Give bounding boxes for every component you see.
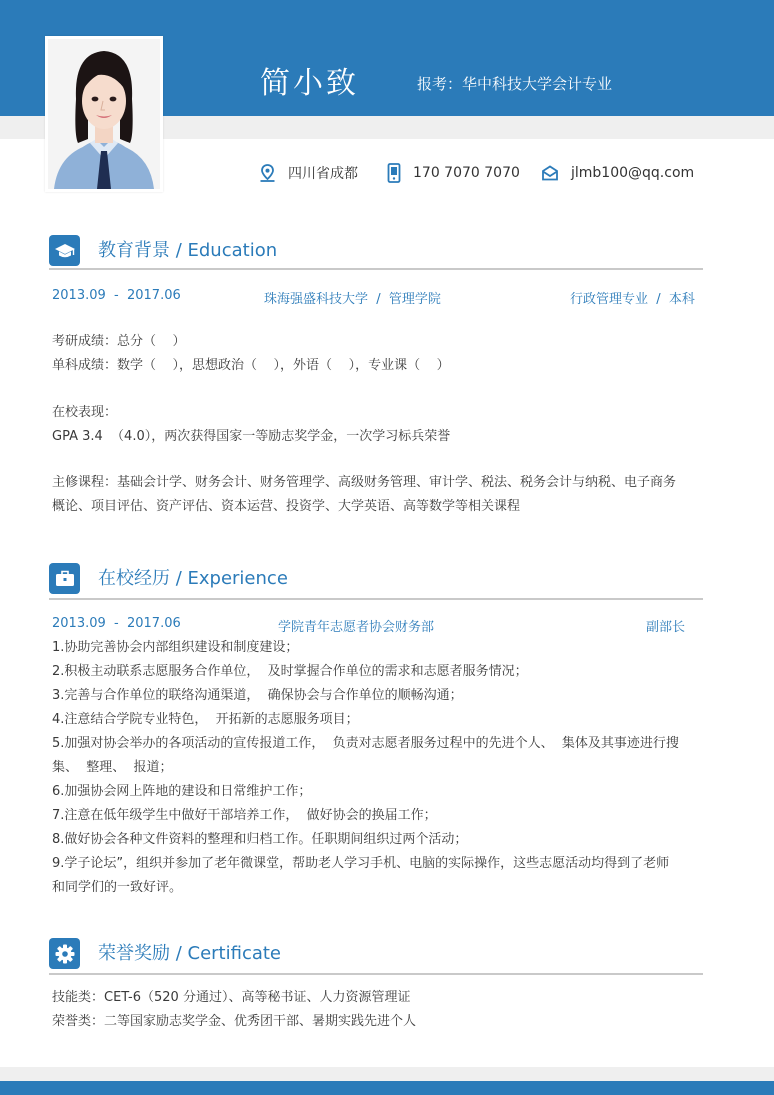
contact-phone bbox=[387, 162, 520, 184]
graduation-cap-icon bbox=[54, 242, 76, 260]
email-icon bbox=[541, 165, 559, 181]
courses-line-1: 主修课程：基础会计学、财务会计、财务管理学、高级财务管理、审计学、税法、税务会计与纳税、电子商务 bbox=[52, 475, 677, 490]
application-target: 报考：华中科技大学会计专业 bbox=[417, 75, 613, 93]
phone-icon bbox=[387, 163, 401, 183]
experience-line: 和同学们的一致好评。 bbox=[52, 880, 183, 895]
experience-section-icon bbox=[49, 563, 80, 594]
experience-period: 2013.09 - 2017.06 bbox=[52, 616, 181, 631]
location-pin-icon bbox=[259, 164, 276, 182]
experience-line: 2.积极主动联系志愿服务合作单位， 及时掌握合作单位的需求和志愿者服务情况； bbox=[52, 664, 528, 679]
courses-line-2: 概论、项目评估、资产评估、资本运营、投资学、大学英语、高等数学等相关课程 bbox=[52, 499, 521, 514]
education-section-icon bbox=[49, 235, 80, 266]
experience-line: 8.做好协会各种文件资料的整理和归档工作。任职期间组织过两个活动； bbox=[52, 832, 468, 847]
gear-icon bbox=[55, 944, 75, 964]
experience-line: 4.注意结合学院专业特色， 开拓新的志愿服务项目； bbox=[52, 712, 359, 727]
experience-organization: 学院青年志愿者协会财务部 bbox=[278, 620, 435, 635]
contact-location bbox=[259, 162, 358, 184]
experience-line: 3.完善与合作单位的联络沟通渠道， 确保协会与合作单位的顺畅沟通； bbox=[52, 688, 463, 703]
score-items: 单科成绩：数学（ ），思想政治（ ），外语（ ），专业课（ ） bbox=[52, 358, 450, 373]
performance-text: GPA 3.4 （4.0），两次获得国家一等励志奖学金，一次学习标兵荣誉 bbox=[52, 429, 451, 444]
footer-band bbox=[0, 1081, 774, 1095]
contact-email bbox=[541, 162, 694, 184]
experience-role: 副部长 bbox=[646, 620, 686, 635]
experience-section-title: 在校经历 / Experience bbox=[98, 568, 288, 589]
location-text: 四川省成都 bbox=[288, 166, 358, 182]
briefcase-icon bbox=[55, 570, 75, 587]
score-total: 考研成绩：总分（ ） bbox=[52, 334, 186, 349]
education-period: 2013.09 - 2017.06 bbox=[52, 288, 181, 303]
experience-divider bbox=[49, 598, 703, 600]
profile-photo bbox=[45, 36, 163, 192]
education-section-title: 教育背景 / Education bbox=[98, 240, 278, 261]
experience-line: 6.加强协会网上阵地的建设和日常维护工作； bbox=[52, 784, 312, 799]
experience-line: 9.学子论坛”，组织并参加了老年微课堂，帮助老人学习手机、电脑的实际操作，这些志愿活动均得到了老师 bbox=[52, 856, 670, 871]
portrait-image bbox=[48, 39, 160, 189]
footer-shadow-band bbox=[0, 1067, 774, 1081]
honors-awards: 荣誉类：二等国家励志奖学金、优秀团干部、暑期实践先进个人 bbox=[52, 1014, 417, 1029]
certificate-divider bbox=[49, 973, 703, 975]
candidate-name: 简小致 bbox=[260, 66, 359, 101]
experience-line: 1.协助完善协会内部组织建设和制度建设； bbox=[52, 640, 299, 655]
experience-line: 5.加强对协会举办的各项活动的宣传报道工作， 负责对志愿者服务过程中的先进个人、 集体及其事迹进行搜 bbox=[52, 736, 679, 751]
certificate-section-title: 荣誉奖励 / Certificate bbox=[98, 943, 282, 964]
performance-label: 在校表现： bbox=[52, 405, 118, 420]
skills-certificates: 技能类：CET-6（520 分通过）、高等秘书证、人力资源管理证 bbox=[52, 990, 411, 1005]
email-text: jlmb100@qq.com bbox=[571, 165, 695, 181]
experience-line: 集、 整理、 报道； bbox=[52, 760, 173, 775]
experience-line: 7.注意在低年级学生中做好干部培养工作， 做好协会的换届工作； bbox=[52, 808, 437, 823]
education-divider bbox=[49, 268, 703, 270]
education-major: 行政管理专业 / 本科 bbox=[570, 292, 695, 307]
phone-text: 170 7070 7070 bbox=[413, 165, 520, 181]
certificate-section-icon bbox=[49, 938, 80, 969]
education-school: 珠海强盛科技大学 / 管理学院 bbox=[264, 292, 441, 307]
